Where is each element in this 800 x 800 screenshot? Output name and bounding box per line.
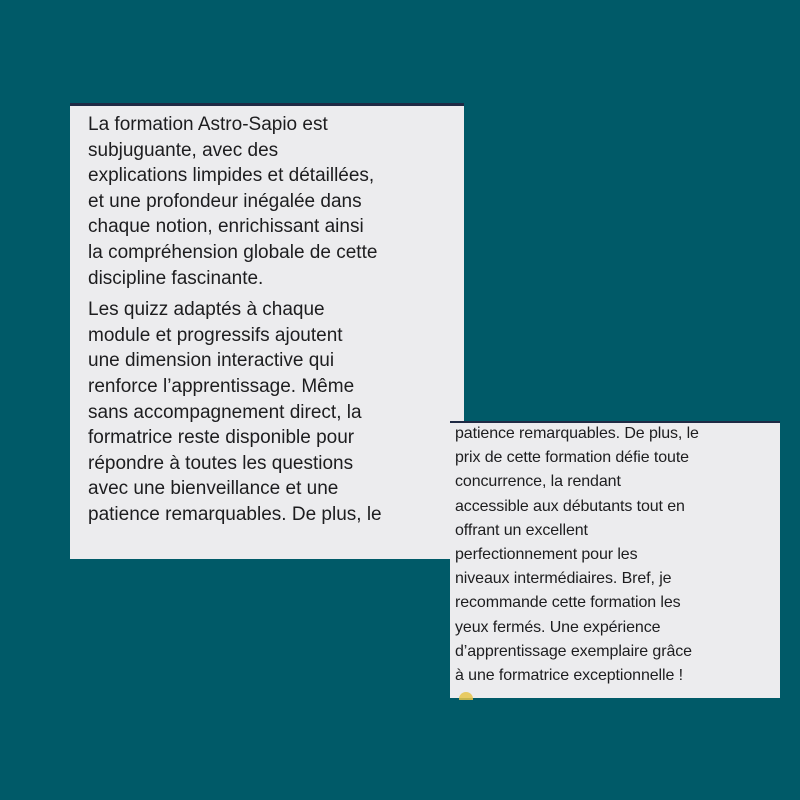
review-screenshot-card-2 (450, 421, 780, 698)
card-top-divider (450, 421, 780, 423)
review-paragraph-continued: patience remarquables. De plus, le prix de cette formation défie toute concurrence, la rendant accessible aux débutants tout en offrant un excellent perfectionnement pour les niveaux intermédiaires. Bref, je recommande cette formation les yeux fermés. Une expérience d’apprentissage exemplaire grâce à une formatrice exceptionnelle ! (455, 425, 699, 685)
card-top-divider (70, 103, 464, 106)
review-paragraph-2: Les quizz adaptés à chaque module et progressifs ajoutent une dimension interactive qui renforce l’apprentissage. Même sans accompagnement direct, la formatrice reste disponible pour répondre à toutes les questions avec une bienveillance et une patience remarquables. De plus, le (88, 299, 382, 525)
review-paragraph-1: La formation Astro-Sapio est subjuguante, avec des explications limpides et détaillées, et une profondeur inégalée dans chaque notion, enrichissant ainsi la compréhension globale de cette discipline fascinante. (88, 114, 378, 289)
review-screenshot-card-1 (70, 103, 464, 559)
emoji-icon (459, 692, 473, 700)
